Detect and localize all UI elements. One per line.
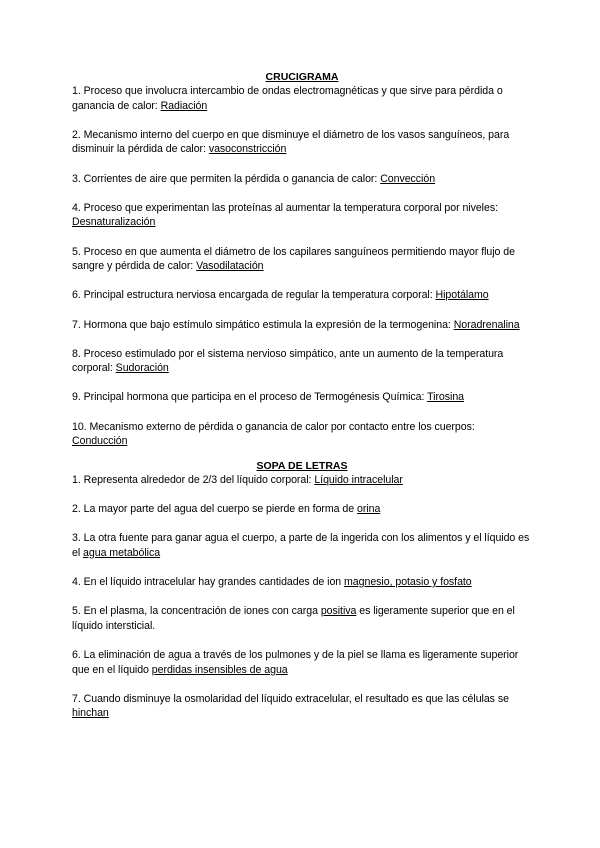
sopa-item-2 <box>72 502 532 517</box>
sopa-item-6 <box>72 648 532 677</box>
question-text: 7. Cuando disminuye la osmolaridad del líquido extracelular, el resultado es que las células se <box>72 692 509 705</box>
answer-text: perdidas insensibles de agua <box>151 663 288 676</box>
after-text: es ligeramente superior que en el líquido intersticial. <box>72 605 515 632</box>
question-text: 6. Principal estructura nerviosa encargada de regular la temperatura corporal: <box>72 289 436 302</box>
question-text: 1. Representa alrededor de 2/3 del líquido corporal: <box>72 473 315 486</box>
crucigrama-item-4 <box>72 201 532 230</box>
answer-text: Noradrenalina <box>453 318 520 331</box>
answer-text: Conducción <box>72 435 128 448</box>
question-text: 5. Proceso en que aumenta el diámetro de los capilares sanguíneos permitiendo mayor flujo de sangre y pérdida de calor: <box>72 245 515 273</box>
answer-text: Convección <box>380 172 436 185</box>
answer-text: Líquido intracelular <box>314 473 403 486</box>
answer-text: Radiación <box>160 99 208 112</box>
crucigrama-item-2 <box>72 128 532 157</box>
question-text: 4. En el líquido intracelular hay grandes cantidades de ion <box>72 576 345 588</box>
answer-text: Tirosina <box>427 391 465 404</box>
crucigrama-item-8 <box>72 347 532 376</box>
answer-text: Sudoración <box>115 362 169 375</box>
answer-text: Hipotálamo <box>435 289 489 302</box>
question-text: 8. Proceso estimulado por el sistema nervioso simpático, ante un aumento de la temperatura corporal: <box>72 347 504 375</box>
answer-text: positiva <box>320 605 357 618</box>
answer-text: magnesio, potasio y fosfato <box>344 576 472 588</box>
question-text: 3. Corrientes de aire que permiten la pérdida o ganancia de calor: <box>72 172 381 185</box>
answer-text: orina <box>356 503 381 516</box>
crucigrama-item-1 <box>72 84 532 113</box>
sopa-item-4 <box>72 575 532 590</box>
crucigrama-item-5 <box>72 245 532 274</box>
question-text: 2. Mecanismo interno del cuerpo en que disminuye el diámetro de los vasos sanguíneos, para disminuir la pérdida de calor: <box>72 128 510 156</box>
answer-text: hinchan <box>72 707 109 720</box>
sopa-item-7 <box>72 692 532 721</box>
sopa-title: SOPA DE LETRAS <box>256 459 348 472</box>
crucigrama-title: CRUCIGRAMA <box>265 71 339 83</box>
crucigrama-list <box>72 84 532 449</box>
question-text: 6. La eliminación de agua a través de los pulmones y de la piel se llama es ligeramente superior que en el líquido <box>72 648 519 676</box>
question-text: 4. Proceso que experimentan las proteínas al aumentar la temperatura corporal por niveles: <box>72 201 498 214</box>
sopa-item-3 <box>72 531 532 560</box>
answer-text: Vasodilatación <box>196 260 264 273</box>
question-text: 2. La mayor parte del agua del cuerpo se pierde en forma de <box>72 503 357 516</box>
crucigrama-item-6 <box>72 288 532 303</box>
question-text: 1. Proceso que involucra intercambio de ondas electromagnéticas y que sirve para pérdida o ganancia de calor: <box>72 85 503 112</box>
answer-text: agua metabólica <box>83 546 161 559</box>
question-text: 5. En el plasma, la concentración de iones con carga <box>72 605 321 618</box>
sopa-item-5 <box>72 604 532 633</box>
answer-text: Desnaturalización <box>72 216 156 229</box>
crucigrama-item-3 <box>72 172 532 187</box>
sopa-item-1 <box>72 473 532 488</box>
crucigrama-item-9 <box>72 390 532 405</box>
crucigrama-item-10 <box>72 420 532 449</box>
answer-text: vasoconstricción <box>208 143 287 156</box>
crucigrama-item-7 <box>72 318 532 333</box>
question-text: 3. La otra fuente para ganar agua el cuerpo, a parte de la ingerida con los alimentos y el líquido es el <box>72 532 530 559</box>
question-text: 7. Hormona que bajo estímulo simpático estimula la expresión de la termogenina: <box>72 318 454 331</box>
question-text: 10. Mecanismo externo de pérdida o ganancia de calor por contacto entre los cuerpos: <box>72 420 475 433</box>
sopa-list <box>72 473 532 721</box>
question-text: 9. Principal hormona que participa en el proceso de Termogénesis Química: <box>72 391 428 404</box>
document-page <box>72 70 532 721</box>
